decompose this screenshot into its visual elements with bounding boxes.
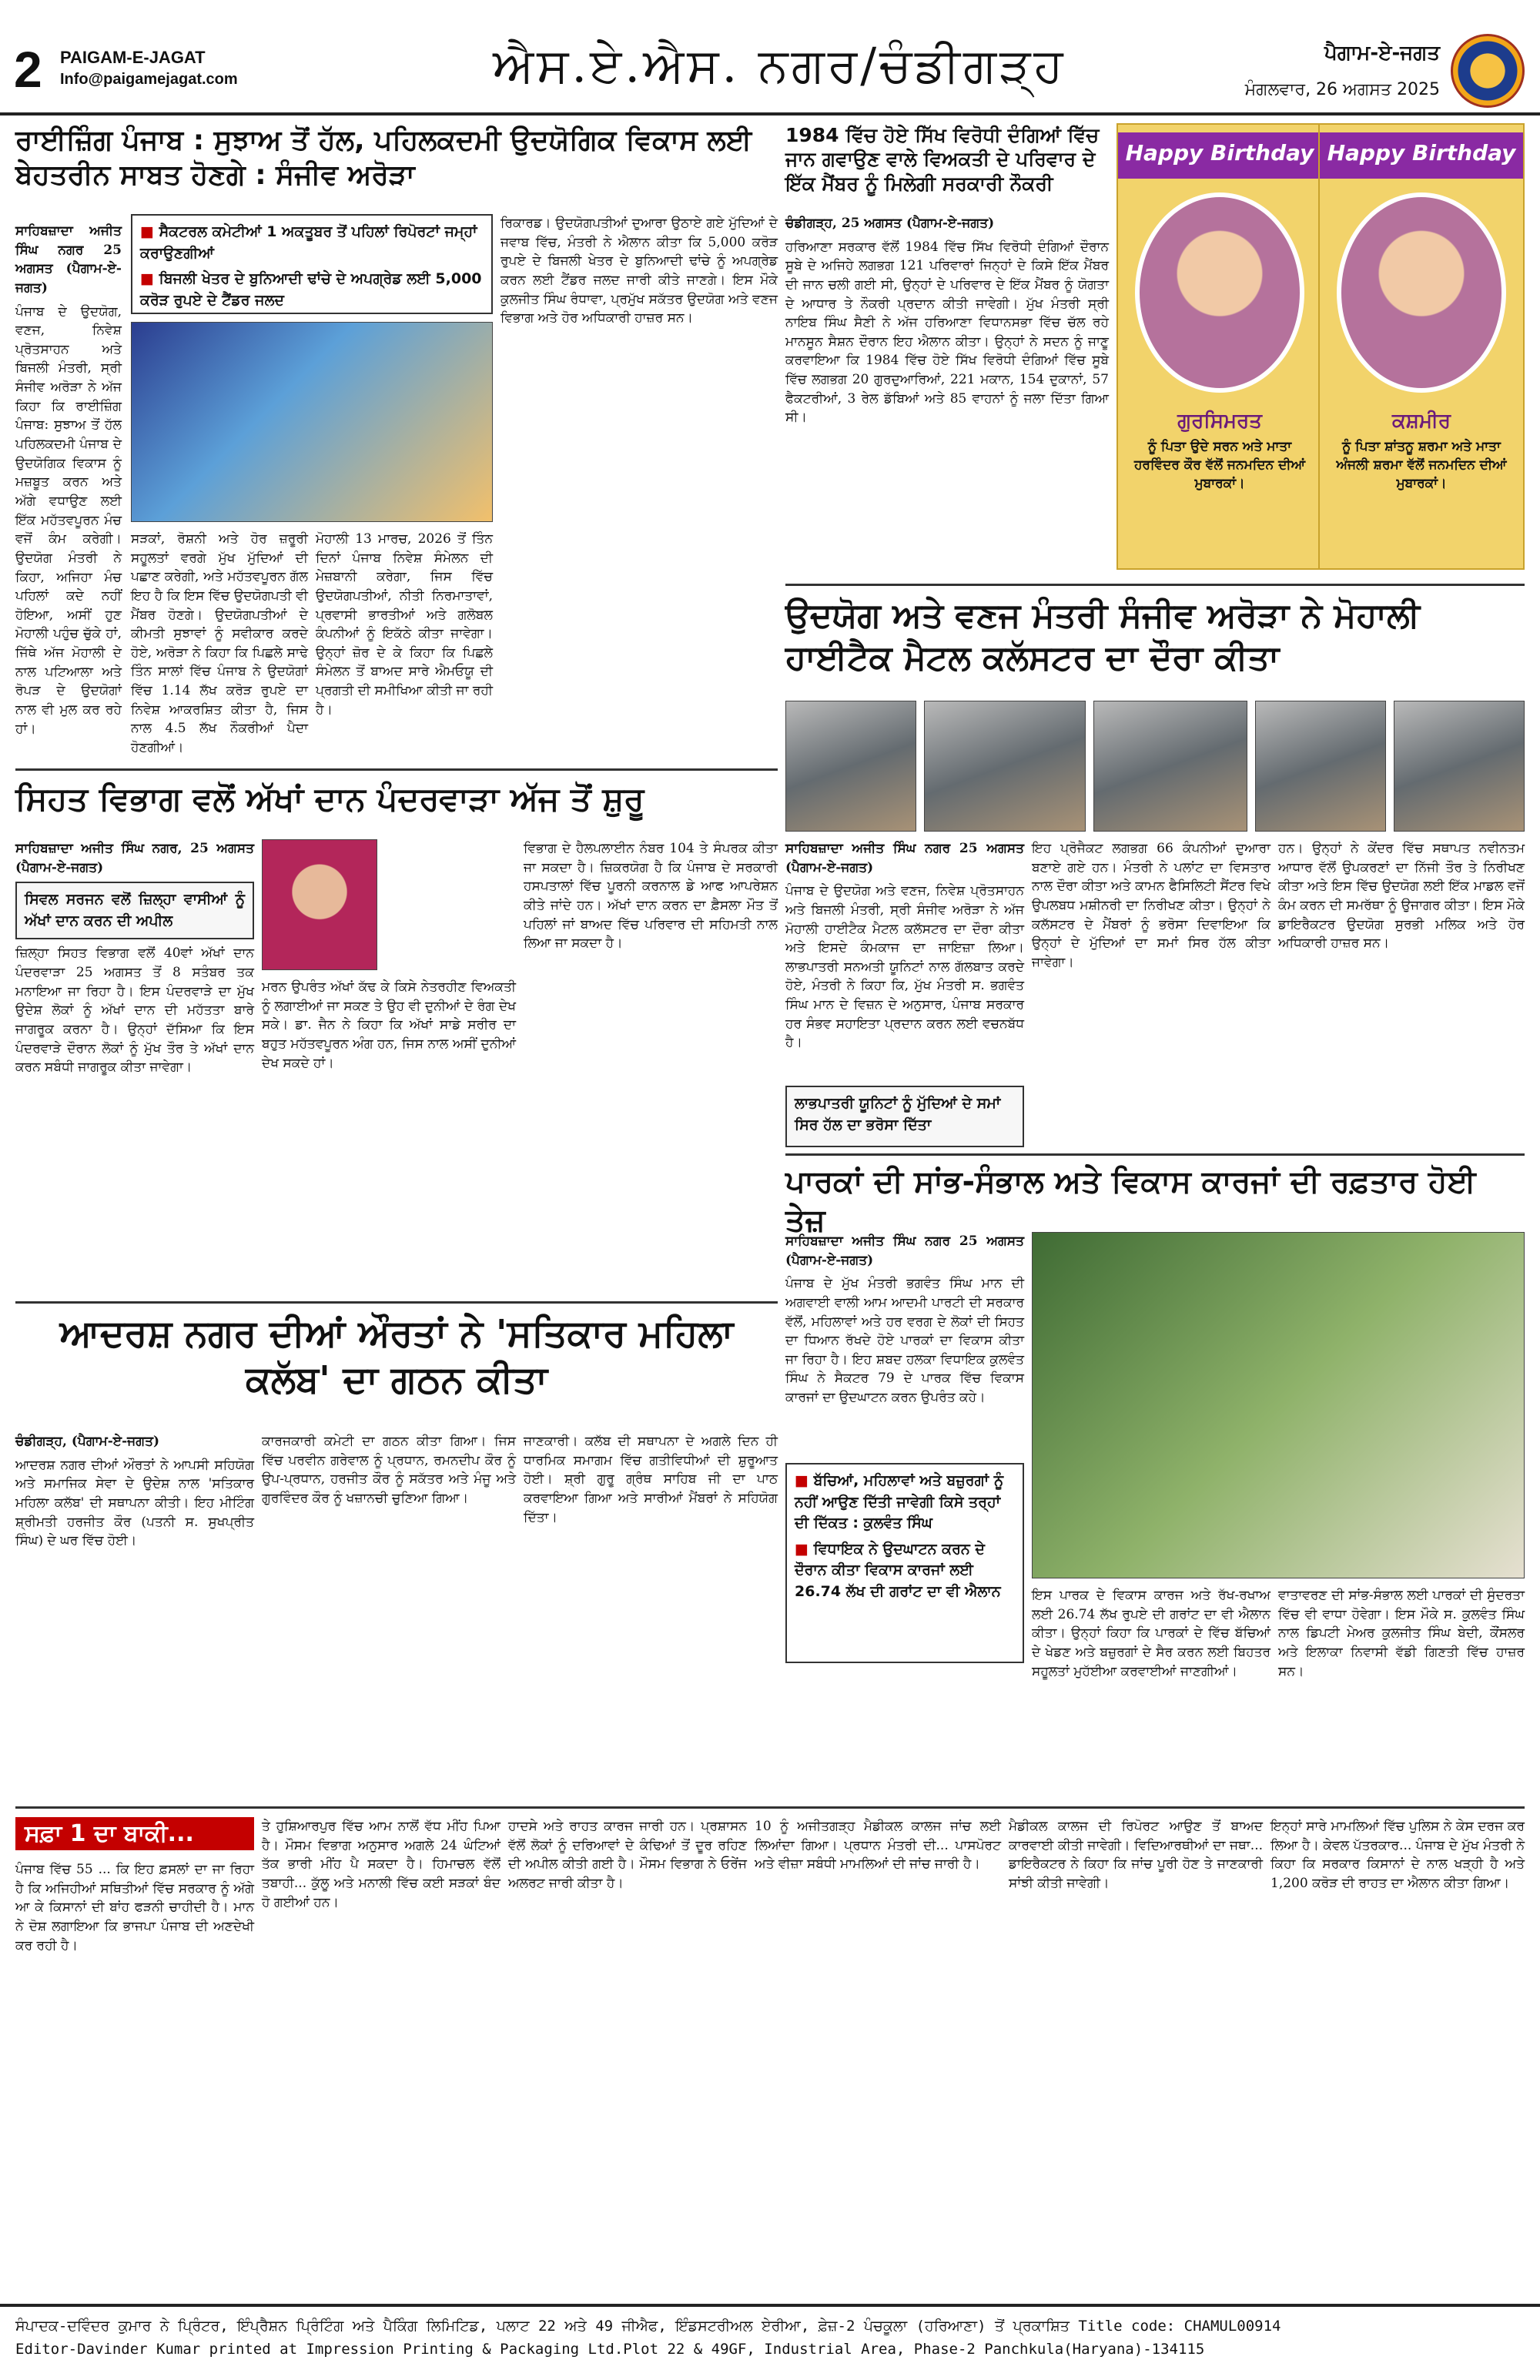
birthday-name: ਗੁਰਸਿਮਰਤ bbox=[1177, 410, 1262, 433]
divider bbox=[785, 584, 1525, 586]
divider bbox=[15, 768, 778, 771]
story2-headline[interactable]: 1984 ਵਿੱਚ ਹੋਏ ਸਿੱਖ ਵਿਰੋਧੀ ਦੰਗਿਆਂ ਵਿੱਚ ਜਾਨ ਗਵਾਉਣ ਵਾਲੇ ਵਿਅਕਤੀ ਦੇ ਪਰਿਵਾਰ ਦੇ ਇੱਕ ਮੈਂਬਰ ਨੂੰ ਮਿਲੇਗੀ ਸਰਕਾਰੀ ਨੌਕਰੀ bbox=[785, 124, 1100, 195]
story1-col1-text: ਪੰਜਾਬ ਦੇ ਉਦਯੋਗ, ਵਣਜ, ਨਿਵੇਸ਼ ਪ੍ਰੋਤਸਾਹਨ ਅਤੇ ਬਿਜਲੀ ਮੰਤਰੀ, ਸ੍ਰੀ ਸੰਜੀਵ ਅਰੋੜਾ ਨੇ ਅੱਜ ਕਿਹਾ ਕਿ ਰਾਈਜ਼ਿੰਗ ਪੰਜਾਬ: ਸੁਝਾਅ ਤੋਂ ਹੱਲ ਪਹਿਲਕਦਮੀ ਪੰਜਾਬ ਦੇ ਉਦਯੋਗਿਕ ਵਿਕਾਸ ਨੂੰ ਮਜ਼ਬੂਤ ਕਰਨ ਅਤੇ ਅੱਗੇ ਵਧਾਉਣ ਲਈ ਇੱਕ ਮਹੱਤਵਪੂਰਨ ਮੰਚ ਵਜੋਂ ਕੰਮ ਕਰੇਗੀ। ਉਦਯੋਗ ਮੰਤਰੀ ਨੇ ਕਿਹਾ, ਅਜਿਹਾ ਮੰਚ ਪਹਿਲਾਂ ਕਦੇ ਨਹੀਂ ਹੋਇਆ, ਅਸੀਂ ਹੁਣ ਮੋਹਾਲੀ ਪਹੁੰਚ ਚੁੱਕੇ ਹਾਂ, ਜਿੱਥੇ ਅੱਜ ਮੋਹਾਲੀ ਦੇ ਨਾਲ ਪਟਿਆਲਾ ਅਤੇ ਰੋਪੜ ਦੇ ਉਦਯੋਗਾਂ ਨਾਲ ਵੀ ਮੁਲ ਕਰ ਰਹੇ ਹਾਂ। bbox=[15, 303, 122, 737]
story1-col3-text: ਮੋਹਾਲੀ 13 ਮਾਰਚ, 2026 ਤੋਂ ਤਿੰਨ ਦਿਨਾਂ ਪੰਜਾਬ ਨਿਵੇਸ਼ ਸੰਮੇਲਨ ਦੀ ਮੇਜ਼ਬਾਨੀ ਕਰੇਗਾ, ਜਿਸ ਵਿੱਚ ਉਦਯੋਗਪਤੀਆਂ, ਨੀਤੀ ਨਿਰਮਾਤਾਵਾਂ, ਪ੍ਰਵਾਸੀ ਭਾਰਤੀਆਂ ਅਤੇ ਗਲੋਬਲ ਕੰਪਨੀਆਂ ਨੂੰ ਇਕੱਠੇ ਕੀਤਾ ਜਾਵੇਗਾ। ਉਨ੍ਹਾਂ ਜ਼ੋਰ ਦੇ ਕੇ ਕਿਹਾ ਕਿ ਪਿਛਲੇ ਸੰਮੇਲਨ ਤੋਂ ਬਾਅਦ ਸਾਰੇ ਐਮਓਯੂ ਦੀ ਪ੍ਰਗਤੀ ਦੀ ਸਮੀਖਿਆ ਕੀਤੀ ਜਾ ਰਹੀ ਹੈ। bbox=[316, 531, 493, 718]
continued-col6 bbox=[1270, 1817, 1525, 2291]
birthday-name: ਕਸ਼ਮੀਰ bbox=[1391, 410, 1451, 433]
story3-col3-text: ਹਨ। ਉਨ੍ਹਾਂ ਨੇ ਕੇਂਦਰ ਵਿੱਚ ਸਥਾਪਤ ਨਵੀਨਤਮ ਆਧਾਰ ਵੱਲੋਂ ਉਪਕਰਣਾਂ ਦਾ ਨਿੱਜੀ ਤੌਰ ਤੇ ਨਿਰੀਖਣ ਕੀਤਾ ਅਤੇ ਇਸ ਵਿੱਚ ਉਦਯੋਗ ਲਈ ਇੱਕ ਮਾਡਲ ਵਜੋਂ ਕੰਮ ਕਰਨ ਦੀ ਸਮਰੱਥਾ ਨੂੰ ਉਜਾਗਰ ਕੀਤਾ। ਇਸ ਮੌਕੇ ਡਾਇਰੈਕਟਰ ਉਦਯੋਗ ਸੁਰਭੀ ਮਲਿਕ ਅਤੇ ਹੋਰ ਅਧਿਕਾਰੀ ਹਾਜ਼ਰ ਸਨ। bbox=[1278, 841, 1525, 952]
continued-col4-text: 10 ਨੂੰ ਅਜੀਤਗੜ੍ਹ ਮੈਡੀਕਲ ਕਾਲਜ ਜਾਂਚ ਲਈ ਲਿਆਂਦਾ ਗਿਆ। ਪ੍ਰਧਾਨ ਮੰਤਰੀ ਦੀ... ਪਾਸਪੋਰਟ ਅਤੇ ਵੀਜ਼ਾ ਸਬੰਧੀ ਮਾਮਲਿਆਂ ਦੀ ਜਾਂਚ ਜਾਰੀ ਹੈ। bbox=[755, 1819, 1001, 1873]
story1-col2 bbox=[131, 530, 308, 761]
birthday-title: Happy Birthday bbox=[1118, 132, 1321, 179]
continued-col4 bbox=[755, 1817, 1001, 2291]
story1-photo bbox=[131, 322, 493, 522]
story1-headline[interactable]: ਰਾਈਜ਼ਿੰਗ ਪੰਜਾਬ : ਸੁਝਾਅ ਤੋਂ ਹੱਲ, ਪਹਿਲਕਦਮੀ ਉਦਯੋਗਿਕ ਵਿਕਾਸ ਲਈ ਬੇਹਤਰੀਨ ਸਾਬਤ ਹੋਣਗੇ : ਸੰਜੀਵ ਅਰੋੜਾ bbox=[15, 125, 752, 191]
story5-highlight: ■ ਬੱਚਿਆਂ, ਮਹਿਲਾਵਾਂ ਅਤੇ ਬਜ਼ੁਰਗਾਂ ਨੂੰ ਨਹੀਂ ਆਉਣ ਦਿੱਤੀ ਜਾਵੇਗੀ ਕਿਸੇ ਤਰ੍ਹਾਂ ਦੀ ਦਿੱਕਤ : ਕੁਲਵੰਤ ਸਿੰਘ bbox=[795, 1471, 1015, 1535]
story6-col1-text: ਆਦਰਸ਼ ਨਗਰ ਦੀਆਂ ਔਰਤਾਂ ਨੇ ਆਪਸੀ ਸਹਿਯੋਗ ਅਤੇ ਸਮਾਜਿਕ ਸੇਵਾ ਦੇ ਉਦੇਸ਼ ਨਾਲ 'ਸਤਿਕਾਰ ਮਹਿਲਾ ਕਲੱਬ' ਦੀ ਸਥਾਪਨਾ ਕੀਤੀ। ਇਹ ਮੀਟਿੰਗ ਸ਼੍ਰੀਮਤੀ ਹਰਜੀਤ ਕੌਰ (ਪਤਨੀ ਸ. ਸੁਖਪ੍ਰੀਤ ਸਿੰਘ) ਦੇ ਘਰ ਵਿੱਚ ਹੋਈ। bbox=[15, 1457, 254, 1549]
story3-col2-text: ਇਹ ਪ੍ਰੋਜੈਕਟ ਲਗਭਗ 66 ਕੰਪਨੀਆਂ ਦੁਆਰਾ ਬਣਾਏ ਗਏ ਹਨ। ਮੰਤਰੀ ਨੇ ਪਲਾਂਟ ਦਾ ਵਿਸਤਾਰ ਨਾਲ ਦੌਰਾ ਕੀਤਾ ਅਤੇ ਕਾਮਨ ਫੈਸਿਲਿਟੀ ਸੈਂਟਰ ਵਿਖੇ ਉਪਲਬਧ ਮਸ਼ੀਨਰੀ ਦਾ ਨਿਰੀਖਣ ਕੀਤਾ। ਉਨ੍ਹਾਂ ਨੇ ਕਲੱਸਟਰ ਦੇ ਮੈਂਬਰਾਂ ਨੂੰ ਭਰੋਸਾ ਦਿਵਾਇਆ ਕਿ ਉਨ੍ਹਾਂ ਦੇ ਮੁੱਦਿਆਂ ਦਾ ਸਮਾਂ ਸਿਰ ਹੱਲ ਕੀਤਾ ਜਾਵੇਗਾ। bbox=[1032, 841, 1270, 970]
story5-highlight: ■ ਵਿਧਾਇਕ ਨੇ ਉਦਘਾਟਨ ਕਰਨ ਦੇ ਦੌਰਾਨ ਕੀਤਾ ਵਿਕਾਸ ਕਾਰਜਾਂ ਲਈ 26.74 ਲੱਖ ਦੀ ਗਰਾਂਟ ਦਾ ਵੀ ਐਲਾਨ bbox=[795, 1539, 1015, 1603]
story6-col2 bbox=[262, 1432, 516, 1794]
story6-col1 bbox=[15, 1432, 254, 1794]
continued-col6-text: ਇਨ੍ਹਾਂ ਸਾਰੇ ਮਾਮਲਿਆਂ ਵਿੱਚ ਪੁਲਿਸ ਨੇ ਕੇਸ ਦਰਜ ਕਰ ਲਿਆ ਹੈ। ਕੇਵਲ ਪੱਤਰਕਾਰ... ਪੰਜਾਬ ਦੇ ਮੁੱਖ ਮੰਤਰੀ ਨੇ ਕਿਹਾ ਕਿ ਸਰਕਾਰ ਕਿਸਾਨਾਂ ਦੇ ਨਾਲ ਖੜ੍ਹੀ ਹੈ ਅਤੇ 1,200 ਕਰੋੜ ਦੀ ਰਾਹਤ ਦਾ ਐਲਾਨ ਕੀਤਾ ਗਿਆ। bbox=[1270, 1819, 1525, 1891]
continued-col3-text: ਹਾਦਸੇ ਅਤੇ ਰਾਹਤ ਕਾਰਜ ਜਾਰੀ ਹਨ। ਪ੍ਰਸ਼ਾਸਨ ਵੱਲੋਂ ਲੋਕਾਂ ਨੂੰ ਦਰਿਆਵਾਂ ਦੇ ਕੰਢਿਆਂ ਤੋਂ ਦੂਰ ਰਹਿਣ ਦੀ ਅਪੀਲ ਕੀਤੀ ਗਈ ਹੈ। ਮੌਸਮ ਵਿਭਾਗ ਨੇ ਓਰੇਂਜ ਅਲਰਟ ਜਾਰੀ ਕੀਤਾ ਹੈ। bbox=[508, 1819, 747, 1891]
story1-highlight: ■ ਸੈਕਟਰਲ ਕਮੇਟੀਆਂ 1 ਅਕਤੂਬਰ ਤੋਂ ਪਹਿਲਾਂ ਰਿਪੋਰਟਾਂ ਜਮ੍ਹਾਂ ਕਰਾਉਣਗੀਆਂ bbox=[140, 222, 484, 264]
birthday-photo bbox=[1135, 192, 1304, 393]
story4-col2 bbox=[262, 978, 516, 1294]
imprint-line-punjabi: ਸੰਪਾਦਕ-ਦਵਿੰਦਰ ਕੁਮਾਰ ਨੇ ਪ੍ਰਿੰਟਰ, ਇੰਪ੍ਰੈਸ਼ਨ ਪ੍ਰਿੰਟਿੰਗ ਅਤੇ ਪੈਕਿੰਗ ਲਿਮਿਟਿਡ, ਪਲਾਟ 22 ਅਤੇ 49 ਜੀਐਫ, ਇੰਡਸਟਰੀਅਲ ਏਰੀਆ, ਫ਼ੇਜ਼-2 ਪੰਚਕੂਲਾ (ਹਰਿਆਣਾ) ਤੋਂ ਪ੍ਰਕਾਸ਼ਿਤ Title code: CHAMUL00914 bbox=[15, 2318, 1281, 2335]
story1-col2-text: ਸੜਕਾਂ, ਰੋਸ਼ਨੀ ਅਤੇ ਹੋਰ ਜ਼ਰੂਰੀ ਸਹੂਲਤਾਂ ਵਰਗੇ ਮੁੱਖ ਮੁੱਦਿਆਂ ਦੀ ਪਛਾਣ ਕਰੇਗੀ, ਅਤੇ ਮਹੱਤਵਪੂਰਨ ਗੱਲ ਇਹ ਹੈ ਕਿ ਇਸ ਵਿੱਚ ਉਦਯੋਗਪਤੀ ਵੀ ਮੈਂਬਰ ਹੋਣਗੇ। ਉਦਯੋਗਪਤੀਆਂ ਦੇ ਕੀਮਤੀ ਸੁਝਾਵਾਂ ਨੂੰ ਸਵੀਕਾਰ ਕਰਦੇ ਹੋਏ, ਅਰੋੜਾ ਨੇ ਕਿਹਾ ਕਿ ਪਿਛਲੇ ਸਾਢੇ ਤਿੰਨ ਸਾਲਾਂ ਵਿੱਚ ਪੰਜਾਬ ਨੇ ਉਦਯੋਗਾਂ ਵਿੱਚ 1.14 ਲੱਖ ਕਰੋੜ ਰੁਪਏ ਦਾ ਨਿਵੇਸ਼ ਆਕਰਸ਼ਿਤ ਕੀਤਾ ਹੈ, ਜਿਸ ਨਾਲ 4.5 ਲੱਖ ਨੌਕਰੀਆਂ ਪੈਦਾ ਹੋਣਗੀਆਂ। bbox=[131, 531, 308, 756]
story1-highlight: ■ ਬਿਜਲੀ ਖੇਤਰ ਦੇ ਬੁਨਿਆਦੀ ਢਾਂਚੇ ਦੇ ਅਪਗ੍ਰੇਡ ਲਈ 5,000 ਕਰੋੜ ਰੁਪਏ ਦੇ ਟੈਂਡਰ ਜਲਦ bbox=[140, 269, 484, 311]
masthead-name: ਪੈਗਾਮ-ਏ-ਜਗਤ bbox=[1324, 42, 1440, 65]
birthday-card bbox=[1318, 123, 1525, 570]
civil-surgeon-photo bbox=[262, 839, 377, 970]
birthday-wish: ਨੂੰ ਪਿਤਾ ਸ਼ਾਂਤਨੂ ਸ਼ਰਮਾ ਅਤੇ ਮਾਤਾ ਅੰਜਲੀ ਸ਼ਰਮਾ ਵੱਲੋਂ ਜਨਮਦਿਨ ਦੀਆਂ ਮੁਬਾਰਕਾਂ। bbox=[1336, 439, 1507, 491]
story4-headline-block bbox=[15, 779, 778, 833]
story5-col1-text: ਪੰਜਾਬ ਦੇ ਮੁੱਖ ਮੰਤਰੀ ਭਗਵੰਤ ਸਿੰਘ ਮਾਨ ਦੀ ਅਗਵਾਈ ਵਾਲੀ ਆਮ ਆਦਮੀ ਪਾਰਟੀ ਦੀ ਸਰਕਾਰ ਵੱਲੋਂ, ਮਹਿਲਾਵਾਂ ਅਤੇ ਹਰ ਵਰਗ ਦੇ ਲੋਕਾਂ ਦੀ ਸਿਹਤ ਦਾ ਧਿਆਨ ਰੱਖਦੇ ਹੋਏ ਪਾਰਕਾਂ ਦਾ ਵਿਕਾਸ ਕੀਤਾ ਜਾ ਰਿਹਾ ਹੈ। ਇਹ ਸ਼ਬਦ ਹਲਕਾ ਵਿਧਾਇਕ ਕੁਲਵੰਤ ਸਿੰਘ ਨੇ ਸੈਕਟਰ 79 ਦੇ ਪਾਰਕ ਵਿੱਚ ਵਿਕਾਸ ਕਾਰਜਾਂ ਦਾ ਉਦਘਾਟਨ ਕਰਨ ਉਪਰੰਤ ਕਹੇ। bbox=[785, 1276, 1024, 1406]
section-title: ਐਸ.ਏ.ਐਸ. ਨਗਰ/ਚੰਡੀਗੜ੍ਹ bbox=[493, 37, 1066, 93]
story3-headline-block bbox=[785, 594, 1525, 695]
story1-headline-block bbox=[15, 123, 785, 191]
story3-photo bbox=[1394, 701, 1525, 832]
story5-col3 bbox=[1278, 1586, 1525, 1802]
story6-col3 bbox=[524, 1432, 778, 1794]
page-header bbox=[0, 0, 1540, 115]
story5-col2-text: ਇਸ ਪਾਰਕ ਦੇ ਵਿਕਾਸ ਕਾਰਜ ਅਤੇ ਰੱਖ-ਰਖਾਅ ਲਈ 26.74 ਲੱਖ ਰੁਪਏ ਦੀ ਗਰਾਂਟ ਦਾ ਵੀ ਐਲਾਨ ਕੀਤਾ। ਉਨ੍ਹਾਂ ਕਿਹਾ ਕਿ ਪਾਰਕਾਂ ਦੇ ਵਿੱਚ ਬੱਚਿਆਂ ਦੇ ਖੇਡਣ ਅਤੇ ਬਜ਼ੁਰਗਾਂ ਦੇ ਸੈਰ ਕਰਨ ਲਈ ਬਿਹਤਰ ਸਹੂਲਤਾਂ ਮੁਹੱਈਆ ਕਰਵਾਈਆਂ ਜਾਣਗੀਆਂ। bbox=[1032, 1588, 1270, 1679]
story1-col1 bbox=[15, 222, 122, 737]
brand-name: PAIGAM-E-JAGAT bbox=[60, 48, 206, 67]
continued-col1 bbox=[15, 1860, 254, 2291]
story1-highlights bbox=[131, 214, 493, 314]
story4-col2-text: ਮਰਨ ਉਪਰੰਤ ਅੱਖਾਂ ਕੱਢ ਕੇ ਕਿਸੇ ਨੇਤਰਹੀਣ ਵਿਅਕਤੀ ਨੂੰ ਲਗਾਈਆਂ ਜਾ ਸਕਣ ਤੇ ਉਹ ਵੀ ਦੁਨੀਆਂ ਦੇ ਰੰਗ ਦੇਖ ਸਕੇ। ਡਾ. ਜੈਨ ਨੇ ਕਿਹਾ ਕਿ ਅੱਖਾਂ ਸਾਡੇ ਸਰੀਰ ਦਾ ਬਹੁਤ ਮਹੱਤਵਪੂਰਨ ਅੰਗ ਹਨ, ਜਿਸ ਨਾਲ ਅਸੀਂ ਦੁਨੀਆਂ ਦੇਖ ਸਕਦੇ ਹਾਂ। bbox=[262, 979, 516, 1071]
page-content bbox=[15, 123, 1525, 2295]
imprint-footer bbox=[0, 2304, 1540, 2380]
newspaper-logo bbox=[1451, 34, 1525, 108]
story1-col4 bbox=[500, 214, 778, 761]
birthday-wish: ਨੂੰ ਪਿਤਾ ਉਦੇ ਸਰਨ ਅਤੇ ਮਾਤਾ ਹਰਵਿੰਦਰ ਕੌਰ ਵੱਲੋਂ ਜਨਮਦਿਨ ਦੀਆਂ ਮੁਬਾਰਕਾਂ। bbox=[1133, 439, 1305, 491]
story5-col2 bbox=[1032, 1586, 1270, 1802]
story4-col1-text: ਜ਼ਿਲ੍ਹਾ ਸਿਹਤ ਵਿਭਾਗ ਵਲੋਂ 40ਵਾਂ ਅੱਖਾਂ ਦਾਨ ਪੰਦਰਵਾੜਾ 25 ਅਗਸਤ ਤੋਂ 8 ਸਤੰਬਰ ਤਕ ਮਨਾਇਆ ਜਾ ਰਿਹਾ ਹੈ। ਇਸ ਪੰਦਰਵਾੜੇ ਦਾ ਮੁੱਖ ਉਦੇਸ਼ ਲੋਕਾਂ ਨੂੰ ਅੱਖਾਂ ਦਾਨ ਦੀ ਮਹੱਤਤਾ ਬਾਰੇ ਜਾਗਰੂਕ ਕਰਨਾ ਹੈ। ਉਨ੍ਹਾਂ ਦੱਸਿਆ ਕਿ ਇਸ ਪੰਦਰਵਾੜੇ ਦੌਰਾਨ ਲੋਕਾਂ ਨੂੰ ਮੁੱਖ ਤੌਰ ਤੇ ਅੱਖਾਂ ਦਾਨ ਕਰਨ ਸਬੰਧੀ ਜਾਗਰੂਕ ਕੀਤਾ ਜਾਵੇਗਾ। bbox=[15, 946, 254, 1076]
story1-dateline: ਸਾਹਿਬਜ਼ਾਦਾ ਅਜੀਤ ਸਿੰਘ ਨਗਰ 25 ਅਗਸਤ (ਪੈਗਾਮ-ਏ-ਜਗਤ) bbox=[15, 223, 122, 296]
continued-col5-text: ਮੈਡੀਕਲ ਕਾਲਜ ਦੀ ਰਿਪੋਰਟ ਆਉਣ ਤੋਂ ਬਾਅਦ ਕਾਰਵਾਈ ਕੀਤੀ ਜਾਵੇਗੀ। ਵਿਦਿਆਰਥੀਆਂ ਦਾ ਜਥਾ... ਡਾਇਰੈਕਟਰ ਨੇ ਕਿਹਾ ਕਿ ਜਾਂਚ ਪੂਰੀ ਹੋਣ ਤੇ ਜਾਣਕਾਰੀ ਸਾਂਝੀ ਕੀਤੀ ਜਾਵੇਗੀ। bbox=[1009, 1819, 1263, 1891]
story3-photo bbox=[924, 701, 1086, 832]
story4-quote: ਸਿਵਲ ਸਰਜਨ ਵਲੋਂ ਜ਼ਿਲ੍ਹਾ ਵਾਸੀਆਂ ਨੂੰ ਅੱਖਾਂ ਦਾਨ ਕਰਨ ਦੀ ਅਪੀਲ bbox=[15, 882, 254, 939]
story3-col3 bbox=[1278, 839, 1525, 1147]
continued-col1-text: ਪੰਜਾਬ ਵਿੱਚ 55 ... ਕਿ ਇਹ ਫ਼ਸਲਾਂ ਦਾ ਜਾ ਰਿਹਾ ਹੈ ਕਿ ਅਜਿਹੀਆਂ ਸਥਿਤੀਆਂ ਵਿੱਚ ਸਰਕਾਰ ਨੂੰ ਅੱਗੇ ਆ ਕੇ ਕਿਸਾਨਾਂ ਦੀ ਬਾਂਹ ਫੜਨੀ ਚਾਹੀਦੀ ਹੈ। ਮਾਨ ਨੇ ਦੋਸ਼ ਲਗਾਇਆ ਕਿ ਭਾਜਪਾ ਪੰਜਾਬ ਦੀ ਅਣਦੇਖੀ ਕਰ ਰਹੀ ਹੈ। bbox=[15, 1862, 254, 1953]
story3-headline[interactable]: ਉਦਯੋਗ ਅਤੇ ਵਣਜ ਮੰਤਰੀ ਸੰਜੀਵ ਅਰੋੜਾ ਨੇ ਮੋਹਾਲੀ ਹਾਈਟੈਕ ਮੈਟਲ ਕਲੱਸਟਰ ਦਾ ਦੌਰਾ ਕੀਤਾ bbox=[785, 596, 1420, 678]
story6-col2-text: ਕਾਰਜਕਾਰੀ ਕਮੇਟੀ ਦਾ ਗਠਨ ਕੀਤਾ ਗਿਆ। ਜਿਸ ਵਿੱਚ ਪਰਵੀਨ ਗਰੇਵਾਲ ਨੂੰ ਪ੍ਰਧਾਨ, ਰਮਨਦੀਪ ਕੌਰ ਨੂੰ ਉਪ-ਪ੍ਰਧਾਨ, ਹਰਜੀਤ ਕੌਰ ਨੂੰ ਸਕੱਤਰ ਅਤੇ ਮੰਜੂ ਅਤੇ ਗੁਰਵਿੰਦਰ ਕੌਰ ਨੂੰ ਖਜ਼ਾਨਚੀ ਚੁਣਿਆ ਗਿਆ। bbox=[262, 1434, 516, 1506]
story3-quote: ਲਾਭਪਾਤਰੀ ਯੂਨਿਟਾਂ ਨੂੰ ਮੁੱਦਿਆਂ ਦੇ ਸਮਾਂ ਸਿਰ ਹੱਲ ਦਾ ਭਰੋਸਾ ਦਿੱਤਾ bbox=[785, 1086, 1024, 1147]
story4-dateline: ਸਾਹਿਬਜ਼ਾਦਾ ਅਜੀਤ ਸਿੰਘ ਨਗਰ, 25 ਅਗਸਤ (ਪੈਗਾਮ-ਏ-ਜਗਤ) bbox=[15, 841, 254, 875]
imprint-line-english: Editor-Davinder Kumar printed at Impression Printing & Packaging Ltd.Plot 22 & 49GF, Industrial Area, Phase-2 Panchkula(Haryana)-134115 bbox=[15, 2341, 1205, 2358]
birthday-title: Happy Birthday bbox=[1320, 132, 1523, 179]
story3-col1 bbox=[785, 839, 1024, 1078]
story5-headline[interactable]: ਪਾਰਕਾਂ ਦੀ ਸਾਂਭ-ਸੰਭਾਲ ਅਤੇ ਵਿਕਾਸ ਕਾਰਜਾਂ ਦੀ ਰਫ਼ਤਾਰ ਹੋਈ ਤੇਜ਼ bbox=[785, 1164, 1476, 1238]
story5-col3-text: ਵਾਤਾਵਰਣ ਦੀ ਸਾਂਭ-ਸੰਭਾਲ ਲਈ ਪਾਰਕਾਂ ਦੀ ਸੁੰਦਰਤਾ ਵਿੱਚ ਵੀ ਵਾਧਾ ਹੋਵੇਗਾ। ਇਸ ਮੌਕੇ ਸ. ਕੁਲਵੰਤ ਸਿੰਘ ਨਾਲ ਡਿਪਟੀ ਮੇਅਰ ਕੁਲਜੀਤ ਸਿੰਘ ਬੇਦੀ, ਕੌਂਸਲਰ ਅਤੇ ਇਲਾਕਾ ਨਿਵਾਸੀ ਵੱਡੀ ਗਿਣਤੀ ਵਿੱਚ ਹਾਜ਼ਰ ਸਨ। bbox=[1278, 1588, 1525, 1679]
continued-col2-text: ਤੇ ਹੁਸ਼ਿਆਰਪੁਰ ਵਿੱਚ ਆਮ ਨਾਲੋਂ ਵੱਧ ਮੀਂਹ ਪਿਆ ਹੈ। ਮੌਸਮ ਵਿਭਾਗ ਅਨੁਸਾਰ ਅਗਲੇ 24 ਘੰਟਿਆਂ ਤੱਕ ਭਾਰੀ ਮੀਂਹ ਪੈ ਸਕਦਾ ਹੈ। ਹਿਮਾਚਲ ਵੱਲੋਂ ਤਬਾਹੀ... ਕੁੱਲੂ ਅਤੇ ਮਨਾਲੀ ਵਿੱਚ ਕਈ ਸੜਕਾਂ ਬੰਦ ਹੋ ਗਈਆਂ ਹਨ। bbox=[262, 1819, 500, 1910]
continued-col5 bbox=[1009, 1817, 1263, 2291]
story4-headline[interactable]: ਸਿਹਤ ਵਿਭਾਗ ਵਲੋਂ ਅੱਖਾਂ ਦਾਨ ਪੰਦਰਵਾੜਾ ਅੱਜ ਤੋਂ ਸ਼ੁਰੂ bbox=[15, 780, 644, 818]
story4-col1 bbox=[15, 839, 254, 1294]
story4-col3-text: ਵਿਭਾਗ ਦੇ ਹੈਲਪਲਾਈਨ ਨੰਬਰ 104 ਤੇ ਸੰਪਰਕ ਕੀਤਾ ਜਾ ਸਕਦਾ ਹੈ। ਜ਼ਿਕਰਯੋਗ ਹੈ ਕਿ ਪੰਜਾਬ ਦੇ ਸਰਕਾਰੀ ਹਸਪਤਾਲਾਂ ਵਿੱਚ ਪੂਰਨੀ ਕਰਨਾਲ ਡੇ ਆਫ ਆਪਰੇਸ਼ਨ ਕੀਤੇ ਜਾਂਦੇ ਹਨ। ਅੱਖਾਂ ਦਾਨ ਕਰਨ ਦਾ ਫ਼ੈਸਲਾ ਮੌਤ ਤੋਂ ਪਹਿਲਾਂ ਜਾਂ ਬਾਅਦ ਵਿੱਚ ਪਰਿਵਾਰ ਦੀ ਸਹਿਮਤੀ ਨਾਲ ਲਿਆ ਜਾ ਸਕਦਾ ਹੈ। bbox=[524, 841, 778, 952]
story2-dateline: ਚੰਡੀਗੜ੍ਹ, 25 ਅਗਸਤ (ਪੈਗਾਮ-ਏ-ਜਗਤ) bbox=[785, 216, 995, 231]
story3-col2 bbox=[1032, 839, 1270, 1147]
story3-photo bbox=[785, 701, 916, 832]
email-link[interactable]: Info@paigamejagat.com bbox=[60, 71, 238, 88]
divider bbox=[15, 1806, 1525, 1809]
story5-dateline: ਸਾਹਿਬਜ਼ਾਦਾ ਅਜੀਤ ਸਿੰਘ ਨਗਰ 25 ਅਗਸਤ (ਪੈਗਾਮ-ਏ-ਜਗਤ) bbox=[785, 1234, 1024, 1268]
birthday-photo bbox=[1337, 192, 1506, 393]
birthday-card bbox=[1116, 123, 1323, 570]
masthead-date: ਮੰਗਲਵਾਰ, 26 ਅਗਸਤ 2025 bbox=[1244, 80, 1440, 99]
continued-col2 bbox=[262, 1817, 500, 2291]
story5-headline-block bbox=[785, 1163, 1525, 1238]
continued-col3 bbox=[508, 1817, 747, 2291]
story5-highlights bbox=[785, 1463, 1024, 1663]
story1-col4-text: ਰਿਕਾਰਡ। ਉਦਯੋਗਪਤੀਆਂ ਦੁਆਰਾ ਉਠਾਏ ਗਏ ਮੁੱਦਿਆਂ ਦੇ ਜਵਾਬ ਵਿੱਚ, ਮੰਤਰੀ ਨੇ ਐਲਾਨ ਕੀਤਾ ਕਿ 5,000 ਕਰੋੜ ਰੁਪਏ ਦੇ ਬਿਜਲੀ ਖੇਤਰ ਦੇ ਬੁਨਿਆਦੀ ਢਾਂਚੇ ਨੂੰ ਅਪਗ੍ਰੇਡ ਕਰਨ ਲਈ ਟੈਂਡਰ ਜਲਦ ਜਾਰੀ ਕੀਤੇ ਜਾਣਗੇ। ਇਸ ਮੌਕੇ ਕੁਲਜੀਤ ਸਿੰਘ ਰੰਧਾਵਾ, ਪ੍ਰਮੁੱਖ ਸਕੱਤਰ ਉਦਯੋਗ ਅਤੇ ਵਣਜ ਵਿਭਾਗ ਅਤੇ ਹੋਰ ਅਧਿਕਾਰੀ ਹਾਜ਼ਰ ਸਨ। bbox=[500, 216, 778, 326]
story2-headline-block bbox=[785, 123, 1109, 208]
story6-headline-block bbox=[15, 1311, 778, 1426]
story1-col3 bbox=[316, 530, 493, 761]
story3-photo bbox=[1093, 701, 1247, 832]
page-number: 2 bbox=[14, 41, 42, 98]
story4-col3 bbox=[524, 839, 778, 1294]
divider bbox=[785, 1153, 1525, 1156]
story2-body-text: ਹਰਿਆਣਾ ਸਰਕਾਰ ਵੱਲੋਂ 1984 ਵਿੱਚ ਸਿੱਖ ਵਿਰੋਧੀ ਦੰਗਿਆਂ ਦੌਰਾਨ ਸੂਬੇ ਦੇ ਅਜਿਹੇ ਲਗਭਗ 121 ਪਰਿਵਾਰਾਂ ਜਿਨ੍ਹਾਂ ਦੇ ਕਿਸੇ ਇੱਕ ਮੈਂਬਰ ਦੀ ਜਾਨ ਚਲੀ ਗਈ ਸੀ, ਉਨ੍ਹਾਂ ਦੇ ਪਰਿਵਾਰ ਦੇ ਇੱਕ ਮੈਂਬਰ ਨੂੰ ਯੋਗਤਾ ਦੇ ਆਧਾਰ ਤੇ ਨੌਕਰੀ ਪ੍ਰਦਾਨ ਕੀਤੀ ਜਾਵੇਗੀ। ਮੁੱਖ ਮੰਤਰੀ ਸ੍ਰੀ ਨਾਇਬ ਸਿੰਘ ਸੈਣੀ ਨੇ ਅੱਜ ਹਰਿਆਣਾ ਵਿਧਾਨਸਭਾ ਵਿੱਚ ਚੱਲ ਰਹੇ ਮਾਨਸੂਨ ਸੈਸ਼ਨ ਦੌਰਾਨ ਇਹ ਐਲਾਨ ਕੀਤਾ। ਉਨ੍ਹਾਂ ਨੇ ਸਦਨ ਨੂੰ ਜਾਣੂ ਕਰਵਾਇਆ ਕਿ 1984 ਵਿੱਚ ਹੋਏ ਸਿੱਖ ਵਿਰੋਧੀ ਦੰਗਿਆਂ ਵਿੱਚ ਸੂਬੇ ਵਿੱਚ ਲਗਭਗ 20 ਗੁਰਦੁਆਰਿਆਂ, 221 ਮਕਾਨ, 154 ਦੁਕਾਨਾਂ, 57 ਫੈਕਟਰੀਆਂ, 3 ਰੇਲ ਡੱਬਿਆਂ ਅਤੇ 85 ਵਾਹਨਾਂ ਨੂੰ ਜਲਾ ਦਿੱਤਾ ਗਿਆ ਸੀ। bbox=[785, 239, 1109, 426]
story3-col1-text: ਪੰਜਾਬ ਦੇ ਉਦਯੋਗ ਅਤੇ ਵਣਜ, ਨਿਵੇਸ਼ ਪ੍ਰੋਤਸਾਹਨ ਅਤੇ ਬਿਜਲੀ ਮੰਤਰੀ, ਸ੍ਰੀ ਸੰਜੀਵ ਅਰੋੜਾ ਨੇ ਅੱਜ ਮੋਹਾਲੀ ਹਾਈਟੈਕ ਮੈਟਲ ਕਲੱਸਟਰ ਦਾ ਦੌਰਾ ਕੀਤਾ ਅਤੇ ਇਸਦੇ ਕੰਮਕਾਜ ਦਾ ਜਾਇਜ਼ਾ ਲਿਆ। ਲਾਭਪਾਤਰੀ ਸਨਅਤੀ ਯੂਨਿਟਾਂ ਨਾਲ ਗੱਲਬਾਤ ਕਰਦੇ ਹੋਏ, ਮੰਤਰੀ ਨੇ ਕਿਹਾ ਕਿ, ਮੁੱਖ ਮੰਤਰੀ ਸ. ਭਗਵੰਤ ਸਿੰਘ ਮਾਨ ਦੇ ਵਿਜ਼ਨ ਦੇ ਅਨੁਸਾਰ, ਪੰਜਾਬ ਸਰਕਾਰ ਹਰ ਸੰਭਵ ਸਹਾਇਤਾ ਪ੍ਰਦਾਨ ਕਰਨ ਲਈ ਵਚਨਬੱਧ ਹੈ। bbox=[785, 883, 1024, 1051]
story6-headline[interactable]: ਆਦਰਸ਼ ਨਗਰ ਦੀਆਂ ਔਰਤਾਂ ਨੇ 'ਸਤਿਕਾਰ ਮਹਿਲਾ ਕਲੱਬ' ਦਾ ਗਠਨ ਕੀਤਾ bbox=[59, 1312, 734, 1401]
story6-col3-text: ਜਾਣਕਾਰੀ। ਕਲੱਬ ਦੀ ਸਥਾਪਨਾ ਦੇ ਅਗਲੇ ਦਿਨ ਹੀ ਧਾਰਮਿਕ ਸਮਾਗਮ ਵਿੱਚ ਗਤੀਵਿਧੀਆਂ ਦੀ ਸ਼ੁਰੂਆਤ ਹੋਈ। ਸ਼੍ਰੀ ਗੁਰੂ ਗ੍ਰੰਥ ਸਾਹਿਬ ਜੀ ਦਾ ਪਾਠ ਕਰਵਾਇਆ ਗਿਆ ਅਤੇ ਸਾਰੀਆਂ ਮੈਂਬਰਾਂ ਨੇ ਸਹਿਯੋਗ ਦਿੱਤਾ। bbox=[524, 1434, 778, 1525]
continued-title: ਸਫ਼ਾ 1 ਦਾ ਬਾਕੀ... bbox=[15, 1817, 254, 1850]
story3-photo bbox=[1255, 701, 1386, 832]
story2-body bbox=[785, 214, 1109, 484]
story3-dateline: ਸਾਹਿਬਜ਼ਾਦਾ ਅਜੀਤ ਸਿੰਘ ਨਗਰ 25 ਅਗਸਤ (ਪੈਗਾਮ-ਏ-ਜਗਤ) bbox=[785, 841, 1024, 875]
story5-photo bbox=[1032, 1232, 1525, 1578]
story6-dateline: ਚੰਡੀਗੜ੍ਹ, (ਪੈਗਾਮ-ਏ-ਜਗਤ) bbox=[15, 1434, 159, 1449]
divider bbox=[15, 1301, 778, 1304]
story5-col1 bbox=[785, 1232, 1024, 1455]
